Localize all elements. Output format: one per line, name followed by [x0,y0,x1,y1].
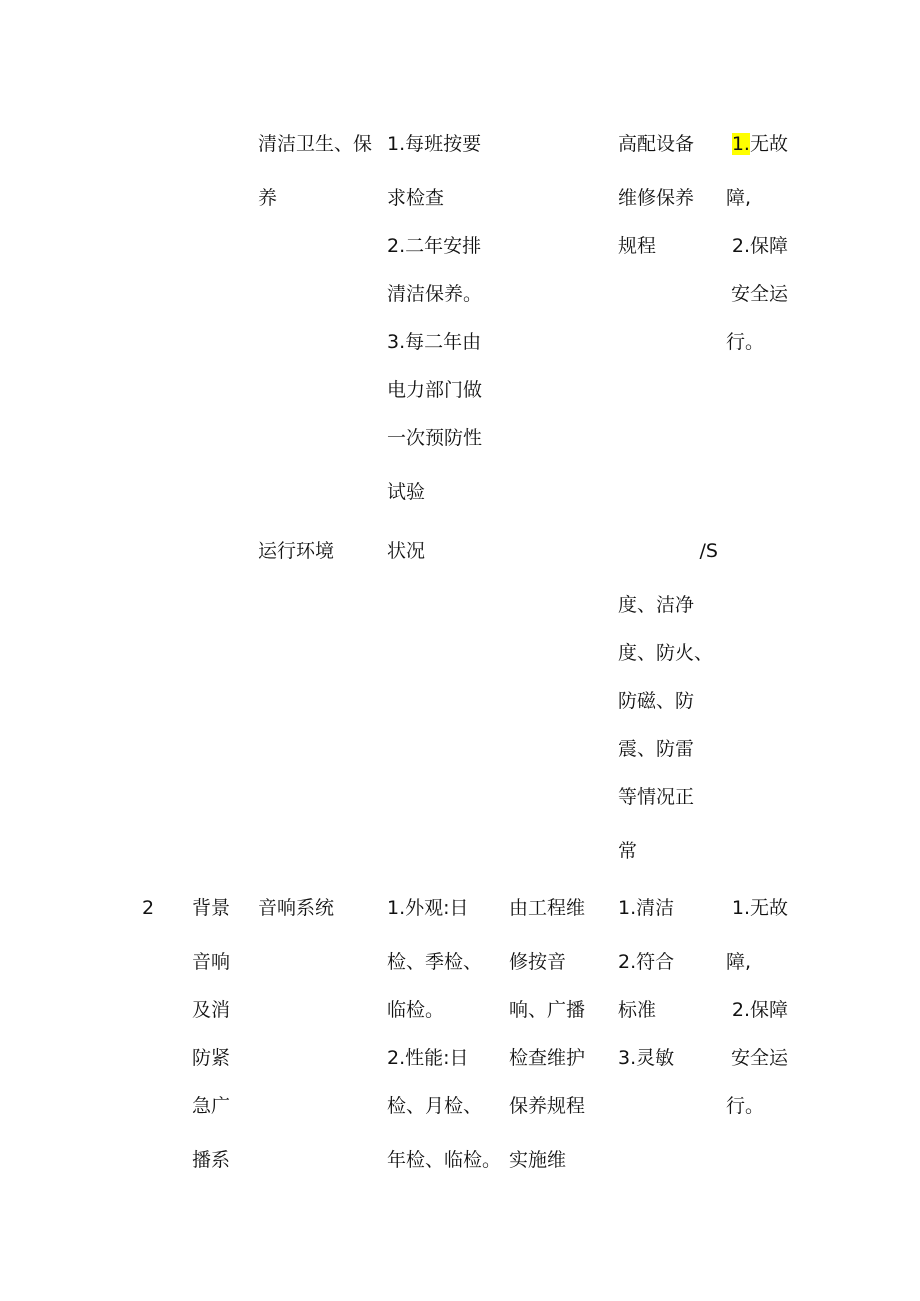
row3-result [700,896,788,1142]
text-line: 运行环境 [258,540,335,562]
text-line: 检、月检、 [387,1095,483,1117]
row3-content [387,896,512,1196]
text-line: 障, [726,951,752,973]
text-line: 清洁保养。 [387,283,483,305]
text-line: 震、防雷 [618,738,695,760]
text-fragment: 无故 [749,133,788,155]
row1-content [387,132,512,528]
row1-item [258,132,378,234]
text-line: 等情况正 [618,786,695,808]
text-line: 障, [726,187,752,209]
text-line: 3.每二年由 [387,331,482,353]
row3-system [192,896,252,1196]
text-line: 音响系统 [258,897,335,919]
text-line: 常 [618,840,638,862]
text-line: 1.清洁 [618,897,675,919]
text-line: 维修保养 [618,187,695,209]
text-line: 检查维护 [509,1047,586,1069]
row3-item [258,896,378,944]
text-line: 状况 [387,540,426,562]
text-line: 2.保障 [731,235,788,257]
text-line [700,132,788,186]
text-line: 行。 [726,331,765,353]
text-line: 急广 [192,1095,231,1117]
text-line: 清洁卫生、保 [258,133,373,155]
text-line: 2.符合 [618,951,675,973]
text-line: 养 [258,187,278,209]
text-line: 电力部门做 [387,379,483,401]
text-line: 检、季检、 [387,951,483,973]
text-line: 2.保障 [731,999,788,1021]
text-line: 年检、临检。 [387,1149,502,1171]
text-line: 背景 [192,897,231,919]
text-line: 音响 [192,951,231,973]
text-line: 一次预防性 [387,427,483,449]
text-line: 实施维 [509,1149,567,1171]
text-line: 1.外观:日 [387,897,469,919]
text-line: 规程 [618,235,657,257]
row1-result [700,132,788,378]
text-line: 度、洁净 [618,594,695,616]
row-number: 2 [142,897,155,919]
text-line: 安全运 [730,1047,788,1069]
highlight-mark: 1. [731,133,750,155]
text-line: 响、广播 [509,999,586,1021]
text-line: 防磁、防 [618,690,695,712]
text-line: 播系 [192,1149,231,1171]
text-line: 标准 [618,999,657,1021]
text-line: 行。 [726,1095,765,1117]
row2-item [258,539,378,587]
text-line: 高配设备 [618,133,695,155]
text-line: 及消 [192,999,231,1021]
text-line: 1.每班按要 [387,133,482,155]
text-line: 1.无故 [731,897,788,919]
text-line: /S [699,540,718,562]
row2-content [387,539,512,587]
text-line: 2.二年安排 [387,235,482,257]
text-line: 防紧 [192,1047,231,1069]
text-line: 修按音 [509,951,567,973]
text-line: 求检查 [387,187,445,209]
text-line: 度、防火、 [618,642,714,664]
text-line: 3.灵敏 [618,1047,675,1069]
row3-method [509,896,609,1196]
text-line: 临检。 [387,999,445,1021]
text-line: 2.性能:日 [387,1047,469,1069]
text-line: 试验 [387,481,426,503]
text-line: 由工程维 [509,897,586,919]
text-line: 保养规程 [509,1095,586,1117]
row3-no [142,896,172,944]
row2-standard [618,539,718,887]
text-line: 安全运 [730,283,788,305]
